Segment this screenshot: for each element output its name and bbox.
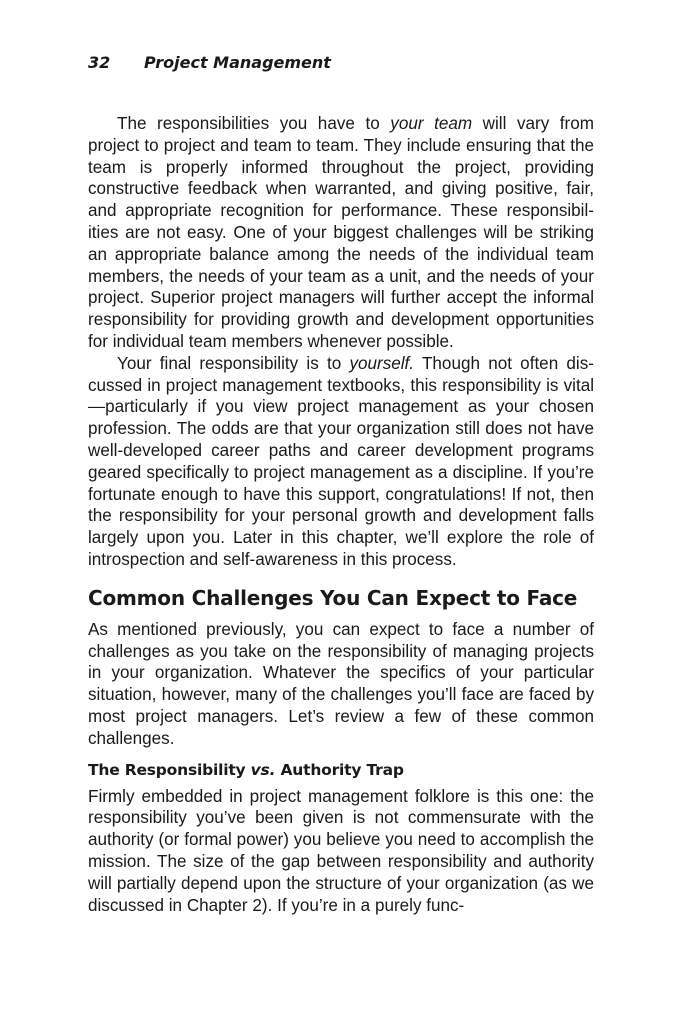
page-number: 32 [88, 53, 111, 72]
subsection-heading-emphasis: vs. [250, 760, 276, 779]
book-page [88, 52, 594, 916]
emphasis-text: yourself. [349, 353, 415, 373]
running-title: Project Management [144, 53, 331, 72]
body-text [88, 113, 594, 916]
paragraph-text: Your final responsibility is to [117, 353, 350, 373]
emphasis-text: your team [390, 114, 473, 133]
paragraph-responsibility-to-team [88, 113, 594, 353]
paragraph-text: Though not often discussed in project management textbooks, this responsibility is vital—particularly if you view project management as your chosen profession. The odds are that your organization still does not have well-developed career paths and career development programs geared specifically to project management as a discipline. If you’re fortunate enough to have this support, congratulations! If not, then the responsibility for your personal growth and development falls largely upon you. Later in this chapter, we’ll explore the role of introspection and self-awareness in this process. [88, 353, 594, 569]
paragraph-text: The responsibilities you have to [117, 114, 391, 133]
paragraph-responsibility-to-self [88, 353, 594, 571]
subsection-heading-text: Authority Trap [275, 760, 404, 779]
paragraph-common-challenges: As mentioned previously, you can expect to face a number of challenges as you take on the responsibility of managing projects in your organization. Whatever the specifics of your particular situation, however, many of the challenges you’ll face are faced by most project managers. Let’s review a few of these common challenges. [88, 619, 594, 748]
paragraph-text: will vary from project to project and team to team. They include ensuring that the team is properly informed throughout the project, providing constructive feedback when warranted, and giving positive, fair, and appropriate recognition for performance. These responsibilities are not easy. One of your biggest challenges will be striking an appropriate balance among the needs of the individual team members, the needs of your team as a unit, and the needs of your project. Superior project managers will further accept the informal responsibility for providing growth and development opportunities for individual team members whenever possible. [88, 114, 594, 351]
running-header [88, 52, 594, 74]
section-heading: Common Challenges You Can Expect to Face [88, 585, 578, 610]
paragraph-authority-trap: Firmly embedded in project management folklore is this one: the responsibility you’ve been given is not commensurate with the authority (or formal power) you believe you need to accomplish the mission. The size of the gap between responsibility and authority will partially depend upon the structure of your organization (as we discussed in Chapter 2). If you’re in a purely func- [88, 786, 594, 915]
subsection-heading [88, 759, 594, 781]
subsection-heading-text: The Responsibility [88, 760, 251, 779]
